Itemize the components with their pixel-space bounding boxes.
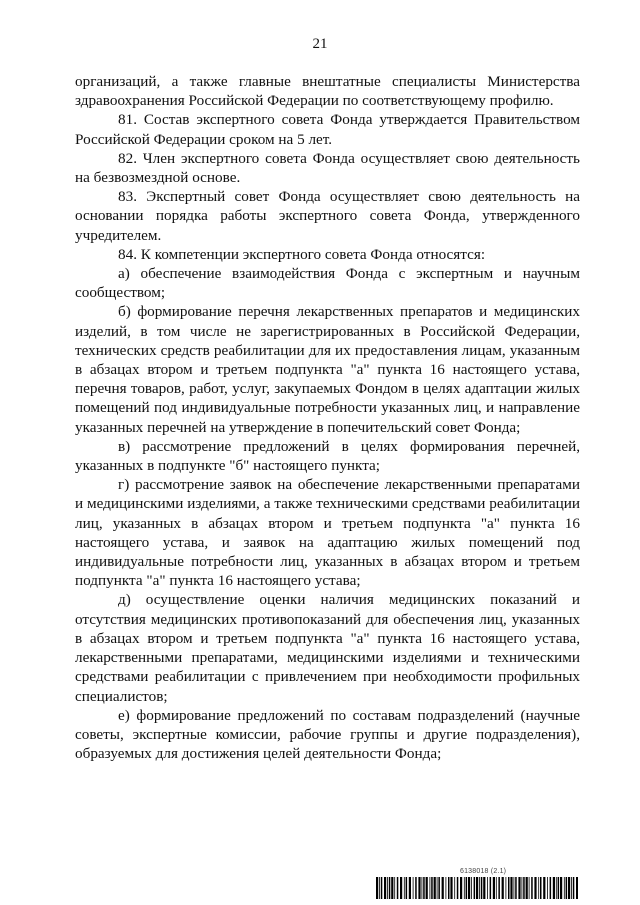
document-body (75, 72, 580, 763)
paragraph: б) формирование перечня лекарственных препаратов и медицинских изделий, в том числе не зарегистрированных в Российской Федерации, технических средств реабилитации для их предоставления лицам, указанным в абзацах втором и третьем подпункта "а" пункта 16 настоящего устава, перечня товаров, работ, услуг, закупаемых Фондом в целях адаптации жилых помещений под индивидуальные потребности указанных лиц, и направление указанных перечней на утверждение в попечительский совет Фонда; (75, 303, 580, 436)
paragraph: организаций, а также главные внештатные специалисты Министерства здравоохранения Российской Федерации по соответствующему профилю. (75, 73, 580, 110)
paragraph: 83. Экспертный совет Фонда осуществляет свою деятельность на основании порядка работы экспертного совета Фонда, утвержденного учредителем. (75, 188, 580, 244)
paragraph: д) осуществление оценки наличия медицинских показаний и отсутствия медицинских противопоказаний для обеспечения лиц, указанных в абзацах втором и третьем подпункта "а" пункта 16 настоящего устава, лекарственными препаратами, медицинскими изделиями и техническими средствами реабилитации с привлечением при необходимости профильных специалистов; (75, 591, 580, 705)
paragraph: а) обеспечение взаимодействия Фонда с экспертным и научным сообществом; (75, 265, 580, 302)
document-code: 6138018 (2.1) (460, 868, 507, 875)
barcode-image (376, 877, 578, 899)
paragraph: 84. К компетенции экспертного совета Фонда относятся: (118, 245, 486, 263)
paragraph: е) формирование предложений по составам подразделений (научные советы, экспертные комиссии, рабочие группы и другие подразделения), образуемых для достижения целей деятельности Фонда; (75, 706, 580, 763)
paragraph: 81. Состав экспертного совета Фонда утверждается Правительством Российской Федерации сроком на 5 лет. (75, 111, 580, 148)
paragraph: в) рассмотрение предложений в целях формирования перечней, указанных в подпункте "б" настоящего пункта; (75, 437, 580, 475)
paragraph: г) рассмотрение заявок на обеспечение лекарственными препаратами и медицинскими изделиями, а также техническими средствами реабилитации лиц, указанных в абзацах втором и третьем подпункта "а" пункта 16 настоящего устава, и заявок на адаптацию жилых помещений под индивидуальные потребности лиц, указанных в абзацах втором и третьем подпункта "а" пункта 16 настоящего устава; (75, 476, 580, 590)
paragraph: 82. Член экспертного совета Фонда осуществляет свою деятельность на безвозмездной основе. (75, 149, 580, 187)
page-number: 21 (312, 36, 328, 52)
